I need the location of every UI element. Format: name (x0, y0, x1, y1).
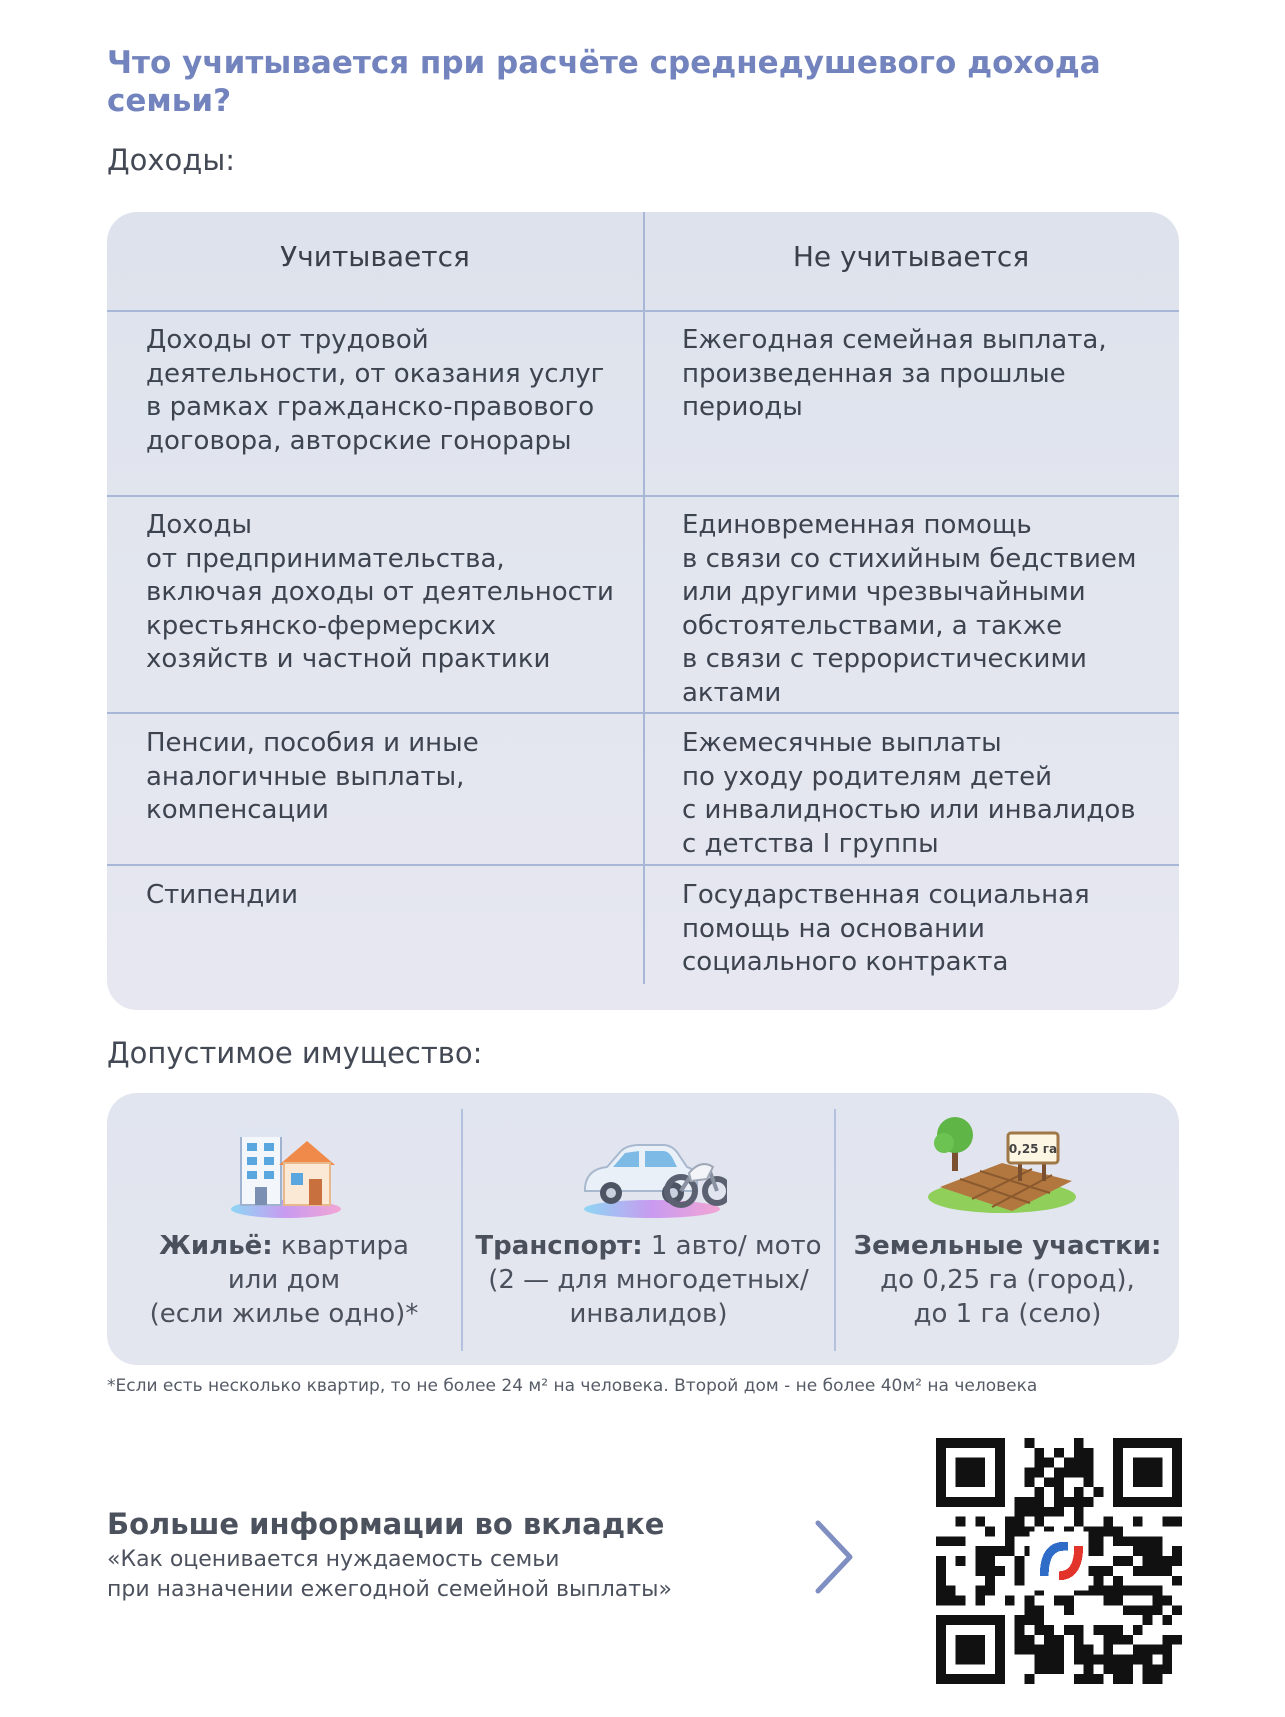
excluded-cell: Единовременная помощь в связи со стихийным бедствием или другими чрезвычайными обстоятельствами, а также в связи с террористическими актами (682, 510, 1137, 708)
house-icon (219, 1123, 353, 1223)
footnote: *Если есть несколько квартир, то не более 24 м² на человека. Второй дом - не более 40м² на человека (107, 1376, 1038, 1396)
income-table (107, 212, 1179, 1010)
transport-caption (463, 1229, 834, 1331)
page-title: Что учитывается при расчёте среднедушевого дохода семьи? (107, 45, 1101, 119)
header-included: Учитывается (280, 240, 470, 273)
included-cell: Доходы от трудовой деятельности, от оказания услуг в рамках гражданско-правового договора, авторские гонорары (146, 325, 605, 456)
excluded-cell: Ежегодная семейная выплата, произведенная за прошлые периоды (682, 325, 1107, 422)
land-caption-text: до 0,25 га (город), до 1 га (село) (880, 1265, 1135, 1329)
transport-caption-bold: Транспорт: (475, 1231, 643, 1261)
housing-caption-bold: Жильё: (159, 1231, 273, 1261)
column-divider (643, 212, 645, 984)
qr-code[interactable] (936, 1438, 1182, 1684)
excluded-cell: Государственная социальная помощь на основании социального контракта (682, 880, 1090, 977)
included-cell: Доходы от предпринимательства, включая доходы от деятельности крестьянско-фермерских хозяйств и частной практики (146, 510, 614, 674)
row-divider (107, 712, 1179, 714)
property-label: Допустимое имущество: (107, 1036, 483, 1070)
income-label: Доходы: (107, 143, 236, 177)
more-info-subtitle: «Как оценивается нуждаемость семьи при назначении ежегодной семейной выплаты» (107, 1547, 672, 1602)
land-caption (836, 1229, 1179, 1331)
row-divider (107, 495, 1179, 497)
land-caption-bold: Земельные участки: (853, 1231, 1162, 1261)
plot-size-sign: 0,25 га (1008, 1142, 1058, 1156)
property-box (107, 1093, 1179, 1365)
chevron-right-icon[interactable] (812, 1519, 856, 1595)
header-excluded: Не учитывается (792, 240, 1030, 273)
land-plot-icon (922, 1115, 1092, 1223)
more-info-title: Больше информации во вкладке (107, 1507, 665, 1541)
included-cell: Пенсии, пособия и иные аналогичные выплаты, компенсации (146, 728, 479, 825)
housing-caption-text: квартира или дом (если жилье одно)* (149, 1231, 419, 1329)
excluded-cell: Ежемесячные выплаты по уходу родителям детей с инвалидностью или инвалидов с детства I группы (682, 728, 1136, 859)
transport-caption-text: 1 авто/ мото (2 — для многодетных/ инвалидов) (488, 1231, 822, 1329)
housing-caption (107, 1229, 461, 1331)
vehicle-icon (577, 1129, 727, 1225)
row-divider (107, 864, 1179, 866)
row-divider (107, 310, 1179, 312)
included-cell: Стипендии (146, 880, 298, 910)
